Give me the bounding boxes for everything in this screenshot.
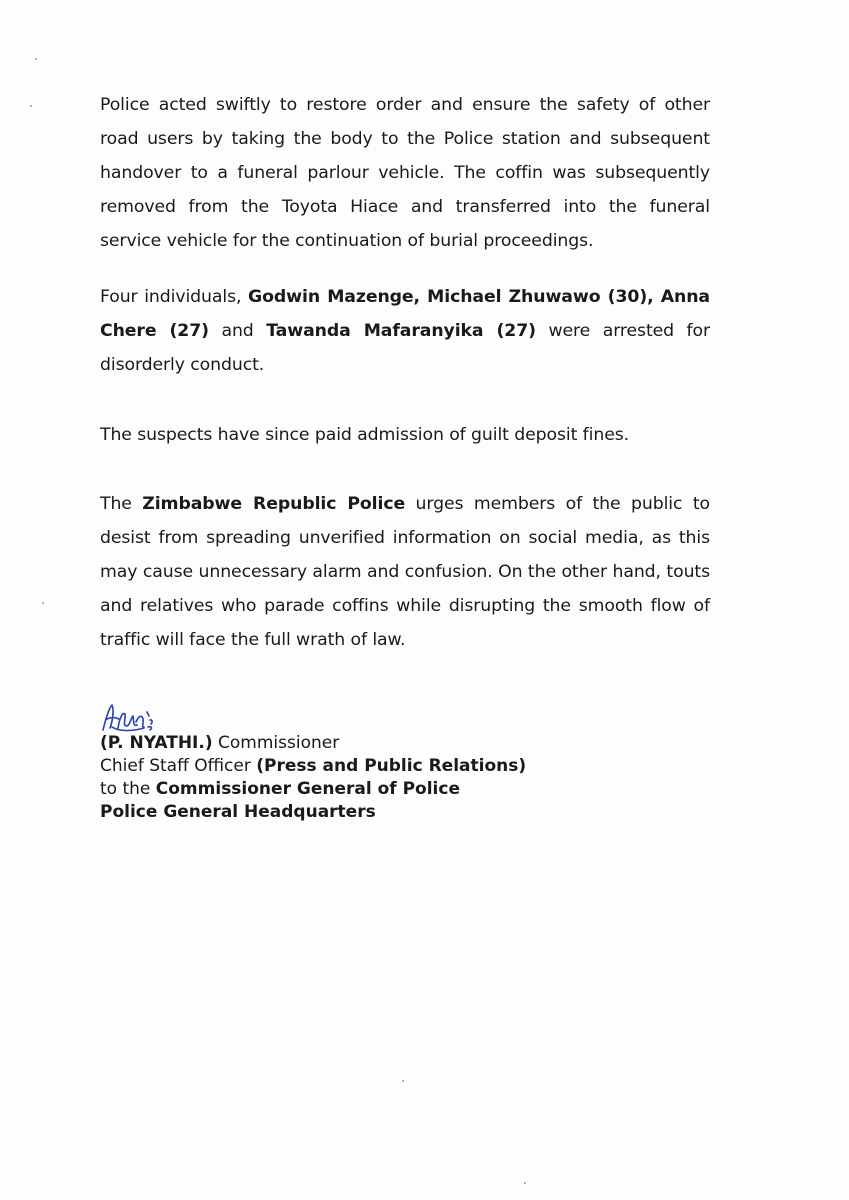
signatory-title-line [100,755,526,778]
paragraph-public-warning [100,487,710,657]
paragraph-police-response-text: Police acted swiftly to restore order and ensure the safety of other road users by taking the body to the Police station and subsequent handover to a funeral parlour vehicle. The coffin was subsequently removed from the Toyota Hiace and transferred into the funeral service vehicle for the continuation of burial proceedings. [100,95,710,251]
organization-name: Zimbabwe Republic Police [142,494,406,514]
signatory-to-line [100,778,526,801]
signatory-rank: Commissioner [212,733,340,753]
signatory-headquarters-line [100,801,526,824]
signatory-to-office: Commissioner General of Police [155,779,460,799]
paragraph-arrests [100,280,710,382]
arrested-names: Godwin Mazenge, Michael Zhuwawo (30), Anna Chere (27) [100,287,710,341]
signatory-title-prefix: Chief Staff Officer [100,756,257,776]
arrested-last-name: Tawanda Mafaranyika (27) [266,321,536,341]
paragraph-police-response [100,88,710,258]
scan-speck [30,105,32,107]
arrests-outro: were arrested for disorderly conduct. [100,321,711,375]
arrests-and: and [208,321,267,341]
scan-speck [35,58,37,60]
signatory-title-department: (Press and Public Relations) [256,756,527,776]
warning-after: urges members of the public to desist from spreading unverified information on social media, as this may cause unnecessary alarm and confusion. On the other hand, touts and relatives who parade coffins while disrupting the smooth flow of traffic will face the full wrath of law. [100,494,710,650]
handwritten-signature [100,700,160,734]
scan-speck [402,1080,404,1082]
signatory-line [100,732,526,755]
signatory-name: (P. NYATHI.) [100,733,213,753]
scan-speck [524,1182,526,1184]
arrests-intro: Four individuals, [100,287,249,307]
signatory-to-prefix: to the [100,779,156,799]
signature-strokes [103,705,152,731]
paragraph-fines [100,418,710,452]
scan-speck [42,602,44,604]
warning-before: The [100,494,143,514]
signature-block [100,732,526,824]
signatory-headquarters: Police General Headquarters [100,802,376,822]
paragraph-fines-text: The suspects have since paid admission of guilt deposit fines. [100,425,630,445]
